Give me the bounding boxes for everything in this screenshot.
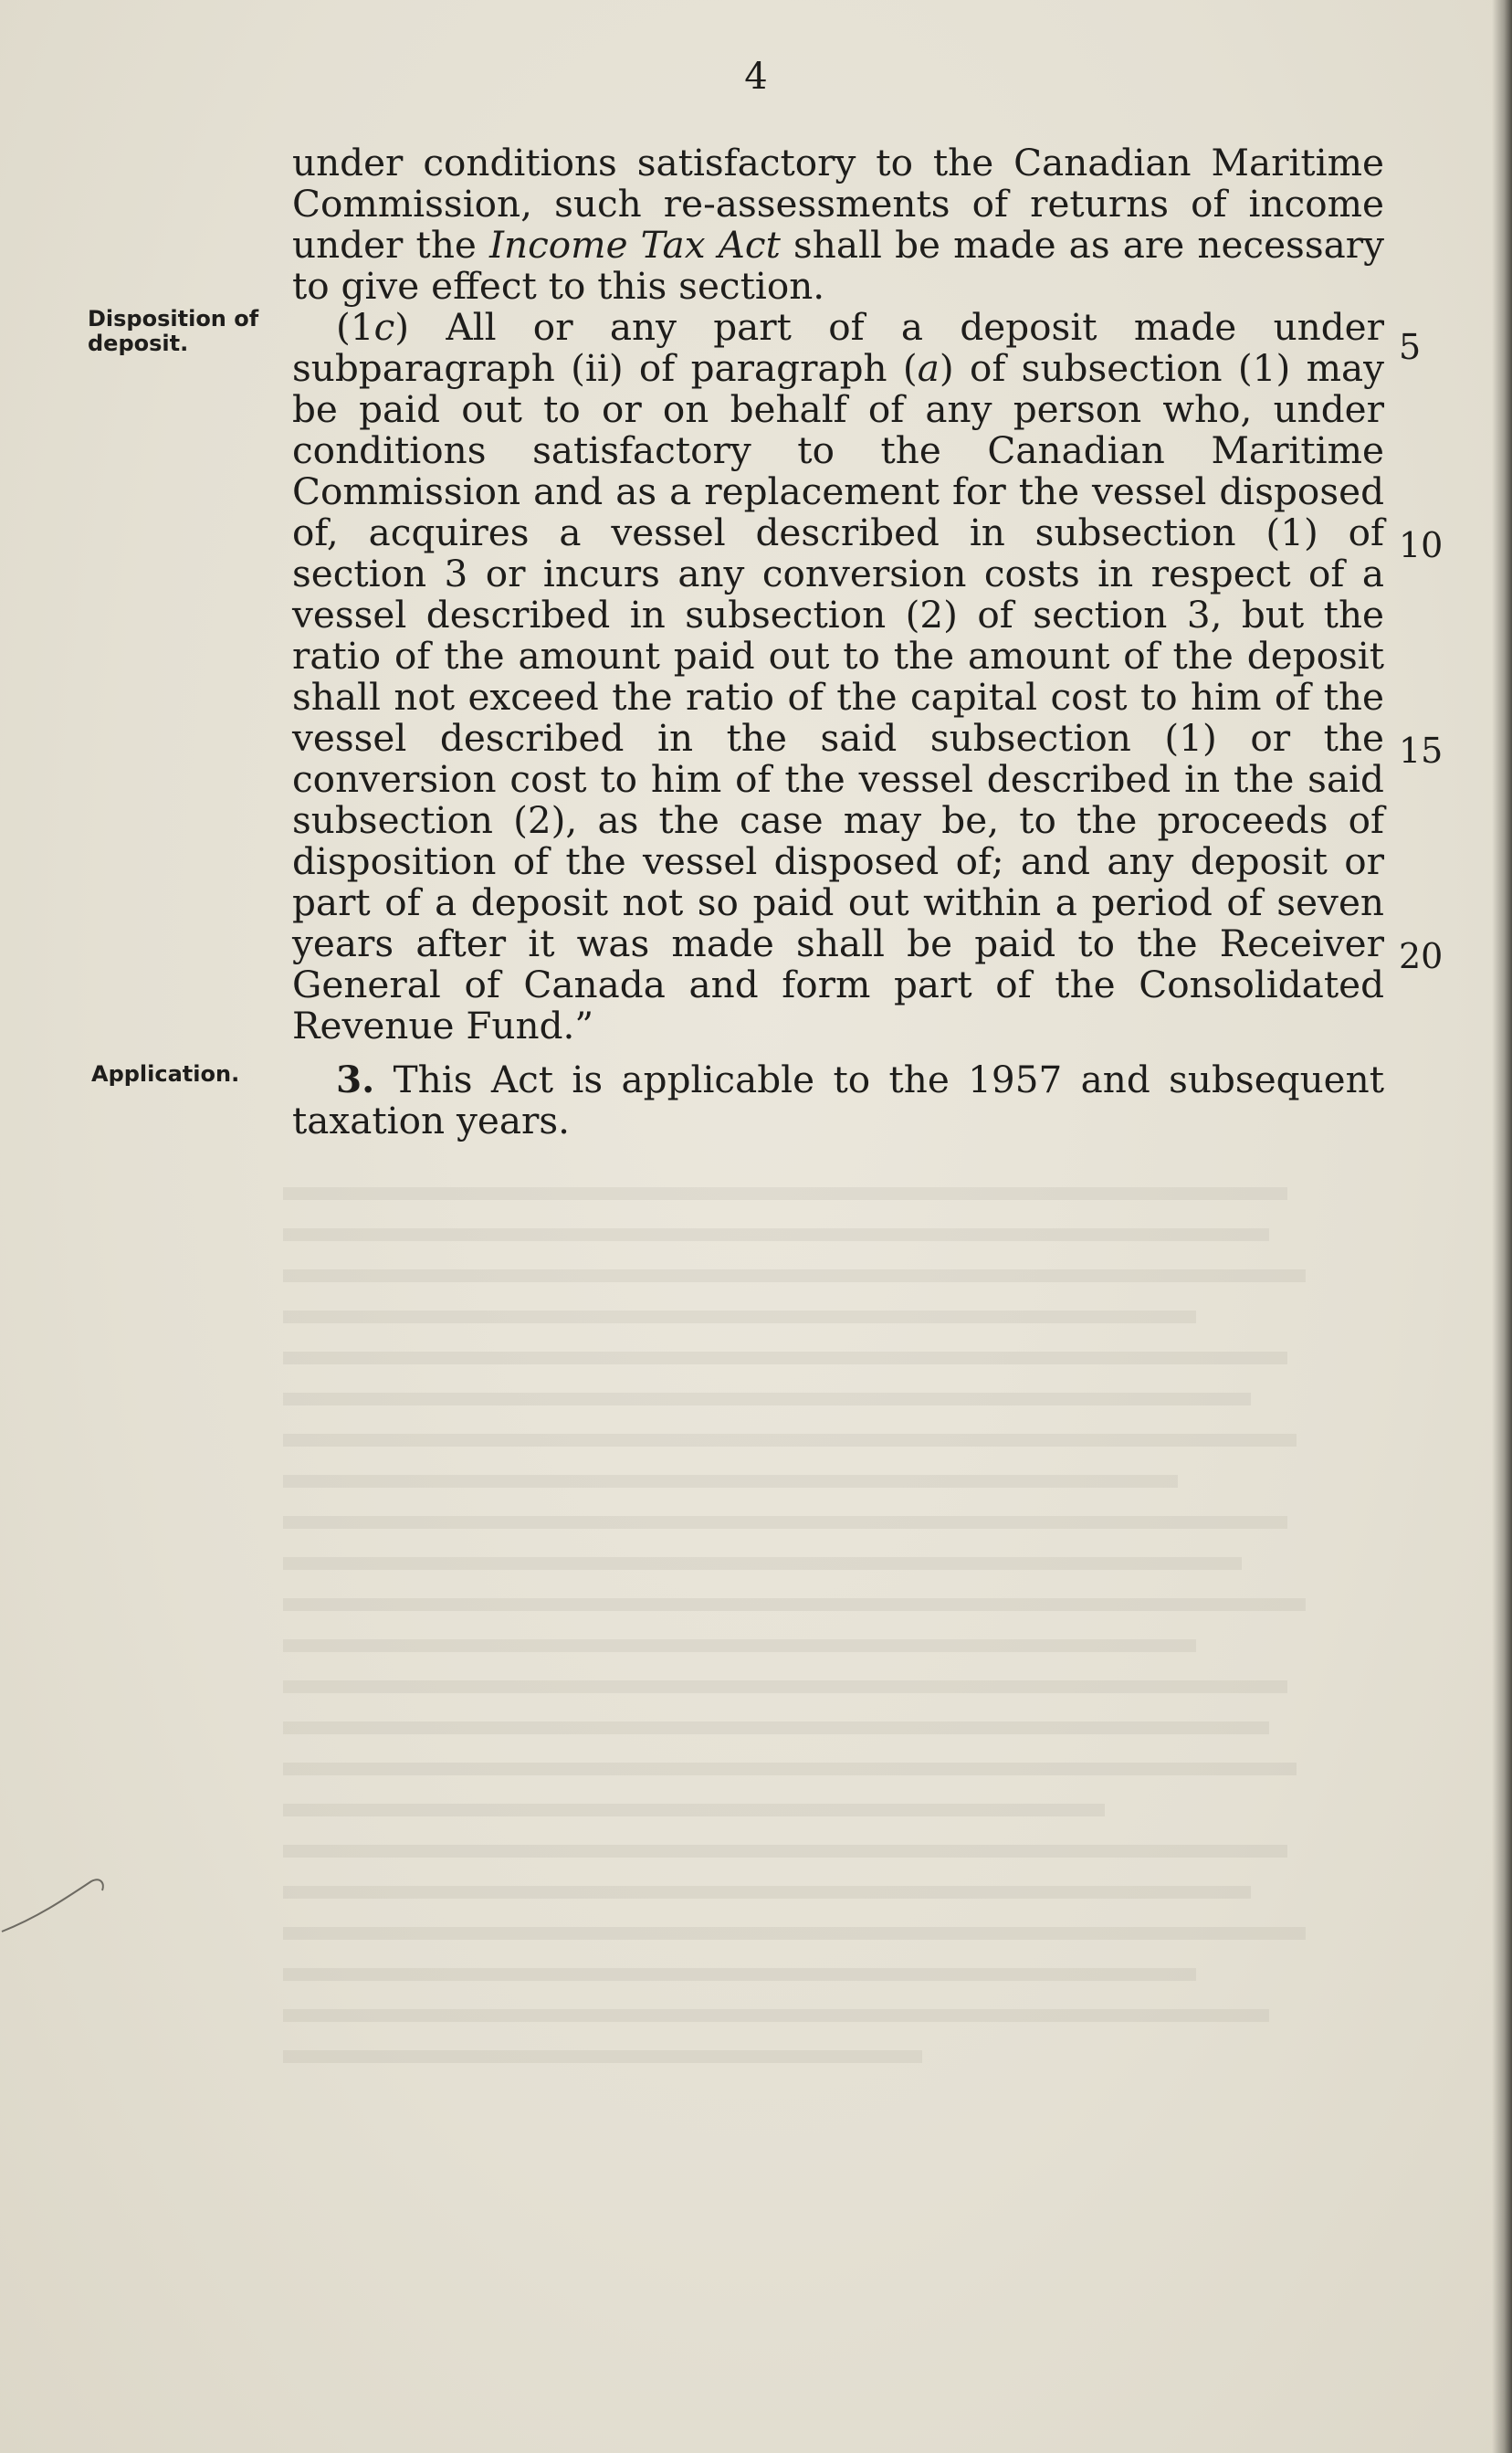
line-number-20: 20 — [1399, 936, 1444, 976]
sidenote-disposition: Disposition of deposit. — [88, 306, 259, 356]
line-number-15: 15 — [1399, 731, 1444, 771]
line-number-5: 5 — [1399, 327, 1422, 367]
show-through-shading — [247, 1187, 1342, 2283]
sidenote-application: Application. — [91, 1061, 240, 1087]
paragraph-letter-italic: a — [917, 346, 940, 390]
subsection-label: (1 — [336, 305, 374, 349]
subsection-label-close: ) — [394, 305, 410, 349]
continuation-text-end: shall be made as are necessary to give effect to this section. — [292, 223, 1385, 308]
section-3-text: This Act is applicable to the 1957 and subsequent taxation years. — [292, 1058, 1384, 1142]
line-number-10: 10 — [1399, 525, 1444, 565]
page-number: 4 — [744, 56, 768, 98]
pencil-mark — [0, 1863, 119, 1936]
subsection-1c-paragraph — [292, 307, 1384, 1047]
subsection-label-italic: c — [373, 305, 395, 349]
continuation-text: under conditions satisfactory to the Canadian Maritime Commission, such re-assessments of returns of income under the — [292, 141, 1384, 267]
subsection-text-rest: ) of subsection (1) may be paid out to or on behalf of any person who, under conditions satisfactory to the Canadian Maritime Commission and as a replacement for the vessel disposed of, acquires a vessel described in subsection (1) of section 3 or incurs any conversion costs in respect of a vessel described in subsection (2) of section 3, but the ratio of the amount paid out to the amount of the deposit shall not exceed the ratio of the capital cost to him of the vessel described in the said subsection (1) or the conversion cost to him of the vessel described in the said subsection (2), as the case may be, to the proceeds of disposition of the vessel disposed of; and any deposit or part of a deposit not so paid out within a period of seven years after it was made shall be paid to the Receiver General of Canada and form part of the Consolidated Revenue Fund.” — [292, 346, 1384, 1048]
section-number: 3. — [336, 1058, 375, 1101]
continuation-paragraph — [292, 142, 1384, 307]
section-3-paragraph — [292, 1059, 1384, 1142]
act-title-italic: Income Tax Act — [489, 223, 781, 267]
page-edge-shadow — [1492, 0, 1512, 2453]
subsection-text: All or any part of a deposit made under subparagraph (ii) of paragraph ( — [292, 305, 1384, 390]
